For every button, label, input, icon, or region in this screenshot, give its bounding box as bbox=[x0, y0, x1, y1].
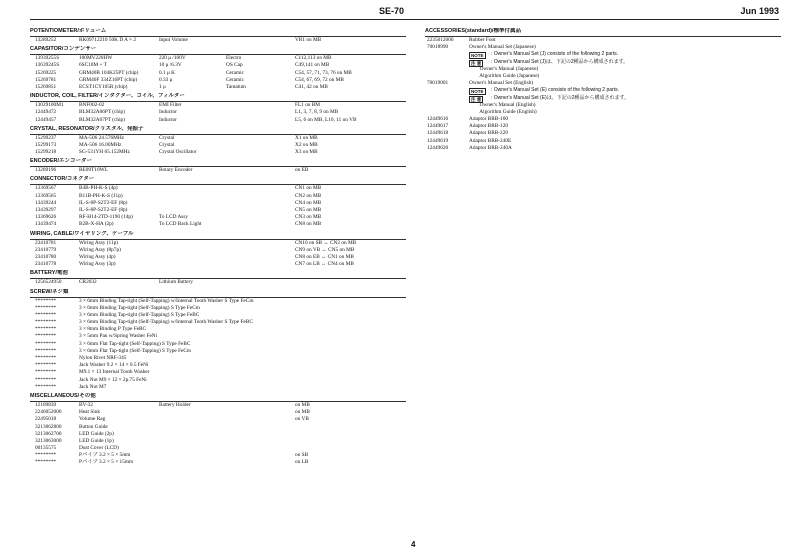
note-badge: NOTE bbox=[471, 53, 484, 59]
part-row bbox=[30, 409, 406, 416]
note-badge: 注 意 bbox=[471, 96, 482, 102]
part-cell: CN10 on SB ↔ CN2 on MB bbox=[295, 239, 357, 246]
section-title: CRYSTAL, RESONATOR/クリスタル、発振子 bbox=[30, 126, 406, 135]
part-cell: Pパイプ 3.2 × 5 × 15mm bbox=[79, 459, 134, 466]
part-cell: Button Guide bbox=[79, 423, 108, 430]
section-title: CONNECTOR/コネクター bbox=[30, 176, 406, 185]
part-cell: 23410781 bbox=[35, 239, 57, 246]
part-cell: ******** bbox=[35, 304, 57, 311]
accessory-row bbox=[425, 145, 781, 152]
part-cell: Nylon Rivet NRF-345 bbox=[79, 355, 127, 361]
part-cell: GRM40F 334Z16PT (chip) bbox=[79, 76, 138, 83]
part-cell: LED Guide (1p) bbox=[79, 437, 114, 444]
part-row bbox=[30, 55, 406, 62]
part-cell: MA-506 24.576MHz bbox=[79, 134, 125, 141]
part-cell: 13029100M1 bbox=[35, 102, 64, 109]
section-title: MISCELLANEOUS/その他 bbox=[30, 393, 406, 402]
part-cell: 13439244 bbox=[35, 199, 57, 206]
part-cell: on MB bbox=[295, 401, 310, 408]
part-cell: 15299218 bbox=[35, 149, 57, 156]
part-cell: Crystal bbox=[159, 141, 175, 148]
part-cell: CN9 on VB ↔ CN5 on MB bbox=[295, 246, 355, 253]
accessory-row bbox=[425, 37, 781, 44]
accessory-cell: Owner's Manual Set (English) bbox=[469, 80, 534, 87]
note-row bbox=[425, 95, 781, 102]
part-row bbox=[30, 416, 406, 423]
part-row bbox=[30, 377, 406, 384]
part-cell: X1 on MB bbox=[295, 134, 318, 141]
part-cell: Jack Nut M9 × 12 × 2p.75 FeNi bbox=[79, 376, 147, 383]
part-row bbox=[30, 62, 406, 69]
part-cell: IL-S-8P-S2T2-EF (8p) bbox=[79, 199, 128, 206]
note-badge: 注 意 bbox=[471, 60, 482, 66]
accessory-row bbox=[425, 66, 781, 73]
part-cell: Lithium Battery bbox=[159, 279, 193, 286]
part-cell: 23410780 bbox=[35, 253, 57, 260]
part-cell: Inductor bbox=[159, 109, 177, 116]
part-cell: C112,113 on MB bbox=[295, 55, 332, 62]
part-row bbox=[30, 77, 406, 84]
part-cell: 12449472 bbox=[35, 109, 57, 116]
part-row bbox=[30, 240, 406, 247]
part-row bbox=[30, 319, 406, 326]
part-cell: C54, 57, 71, 73, 76 on MB bbox=[295, 69, 352, 76]
part-cell: 13369567 bbox=[35, 185, 57, 192]
accessory-cell: 70018990 bbox=[427, 44, 449, 51]
part-cell: L1, 3, 7, 8, 9 on MB bbox=[295, 109, 339, 116]
part-cell: 23410778 bbox=[35, 261, 57, 268]
part-cell: CN8 on EB ↔ CN1 on MB bbox=[295, 253, 354, 260]
part-cell: IL-S-8P-S2T2-EF (8p) bbox=[79, 207, 128, 213]
part-cell: Rotary Encoder bbox=[159, 167, 193, 174]
accessory-cell: 2235012000 bbox=[427, 37, 454, 43]
part-cell: 100MV220HW bbox=[79, 55, 113, 62]
part-cell: Electro bbox=[226, 55, 242, 62]
part-cell: Dust Cover (LCD) bbox=[79, 445, 119, 452]
part-cell: X3 on MB bbox=[295, 149, 318, 156]
part-cell: Pパイプ 3.2 × 5 × 5mm bbox=[79, 452, 131, 459]
part-cell: 12189839 bbox=[35, 401, 57, 408]
part-cell: 3 × 6mm Flat Tap-tight (Self-Tapping) S Type FeCm bbox=[79, 347, 192, 354]
note-row bbox=[425, 87, 781, 94]
part-row bbox=[30, 452, 406, 459]
part-row bbox=[30, 84, 406, 91]
part-cell: VR1 on MB bbox=[295, 37, 322, 43]
note-text: : Owner's Manual Set (J) consists of the following 2 parts. bbox=[491, 51, 619, 58]
part-row bbox=[30, 200, 406, 207]
part-cell: B11B-PH-K-S (11p) bbox=[79, 192, 123, 199]
part-cell: X2 on MB bbox=[295, 141, 318, 148]
part-cell: CN2 on MB bbox=[295, 192, 322, 199]
part-cell: 12449457 bbox=[35, 116, 57, 123]
part-cell: 15269781 bbox=[35, 76, 57, 83]
note-text: : Owner's Manual Set (J)は、下記の2種品から構成されます。 bbox=[491, 58, 629, 65]
section-title: SCREW/ネジ類 bbox=[30, 289, 406, 298]
part-cell: MA-506 16.00MHz bbox=[79, 141, 122, 148]
part-cell: Crystal Oscillator bbox=[159, 149, 197, 156]
part-cell: Heat Sink bbox=[79, 409, 101, 416]
part-cell: CN7 on LB ↔ CN4 on MB bbox=[295, 261, 354, 268]
part-cell: ******** bbox=[35, 319, 57, 326]
part-cell: 3 × 6mm Binding Tap-tight (Self-Tapping) w/Internal Tooth Washer S Type FeBC bbox=[79, 319, 253, 326]
accessory-cell: Adaptor BRB-100 bbox=[469, 116, 508, 123]
part-cell: Wiring Assy (3p) bbox=[79, 261, 116, 268]
part-cell: 13289252 bbox=[35, 37, 57, 43]
part-cell: 00135575 bbox=[35, 445, 57, 452]
part-row bbox=[30, 362, 406, 369]
part-cell: 15269225 bbox=[35, 69, 57, 76]
part-cell: on VB bbox=[295, 416, 309, 423]
part-cell: Battery Holder bbox=[159, 401, 191, 408]
part-row bbox=[30, 247, 406, 254]
part-cell: C49,141 on MB bbox=[295, 62, 330, 69]
part-cell: C54, 67, 69, 72 on MB bbox=[295, 76, 344, 83]
part-cell: on LB bbox=[295, 459, 309, 466]
part-cell: 3 × 6mm Binding Tap-tight (Self-Tapping) S Type FeBC bbox=[79, 311, 200, 318]
part-row bbox=[30, 355, 406, 362]
part-cell: OS Cap bbox=[226, 62, 243, 69]
part-cell: CN4 on MB bbox=[295, 199, 322, 206]
section-title: INDUCTOR, COIL, FILTER/インダクター、コイル、フィルター bbox=[30, 93, 406, 102]
part-row bbox=[30, 333, 406, 340]
part-row bbox=[30, 431, 406, 438]
part-row bbox=[30, 348, 406, 355]
part-row bbox=[30, 221, 406, 228]
part-row bbox=[30, 424, 406, 431]
part-cell: ******** bbox=[35, 311, 57, 318]
part-cell: ******** bbox=[35, 347, 57, 354]
part-cell: 13439474 bbox=[35, 221, 57, 228]
part-cell: ECST1CY105R (chip) bbox=[79, 83, 128, 90]
part-cell: GRM40B 104K25PT (chip) bbox=[79, 69, 139, 76]
accessory-row bbox=[425, 44, 781, 51]
accessory-cell: 70019001 bbox=[427, 80, 449, 87]
part-cell: ******** bbox=[35, 355, 57, 361]
part-cell: BNF002-02 bbox=[79, 102, 105, 109]
part-cell: LED Guide (2p) bbox=[79, 430, 114, 437]
part-cell: 3 × 5mm Pan w/Spring Washer FeNi bbox=[79, 333, 158, 340]
part-cell: M9.1 × 13 Internal Tooth Washer bbox=[79, 369, 150, 376]
part-row bbox=[30, 37, 406, 44]
accessory-cell: Owner's Manual (English) bbox=[469, 101, 536, 108]
part-row bbox=[30, 117, 406, 124]
part-cell: C41, 42 on MB bbox=[295, 83, 328, 90]
part-row bbox=[30, 261, 406, 268]
part-cell: ******** bbox=[35, 383, 57, 390]
accessory-row bbox=[425, 102, 781, 109]
part-cell: BLM32A07PT (chip) bbox=[79, 116, 125, 123]
note-text: : Owner's Manual Set (E) consists of the following 2 parts. bbox=[491, 87, 619, 94]
part-cell: B2B-X-HA (2p) bbox=[79, 221, 114, 228]
part-cell: 3213063000 bbox=[35, 437, 62, 444]
part-cell: To LCD Back Light bbox=[159, 221, 202, 228]
part-cell: RF-H14-2TD-1190 (14p) bbox=[79, 214, 133, 221]
part-cell: 15299173 bbox=[35, 141, 57, 148]
part-cell: 3 × 6mm Binding Tap-tight (Self-Tapping) w/Internal Tooth Washer S Type FeCm bbox=[79, 297, 254, 304]
part-cell: RE09T10WL bbox=[79, 167, 108, 174]
accessory-cell: 12449617 bbox=[427, 123, 449, 130]
accessory-row bbox=[425, 116, 781, 123]
section-title: ACCESSORIES(standard)/標準付属品 bbox=[425, 28, 781, 37]
part-row bbox=[30, 214, 406, 221]
note-row bbox=[425, 51, 781, 58]
part-row bbox=[30, 402, 406, 409]
part-cell: ******** bbox=[35, 376, 57, 383]
part-row bbox=[30, 70, 406, 77]
part-cell: BV-32 bbox=[79, 401, 93, 408]
part-cell: CN5 on MB bbox=[295, 207, 322, 213]
part-cell: 13639245S bbox=[35, 62, 60, 69]
part-cell: CN3 on MB bbox=[295, 214, 322, 221]
part-cell: Wiring Assy (4p) bbox=[79, 253, 116, 260]
part-cell: 2246052000 bbox=[35, 409, 62, 416]
part-row bbox=[30, 185, 406, 192]
part-cell: 10 μ /6.3V bbox=[159, 62, 182, 69]
part-cell: FL1 on BM bbox=[295, 102, 321, 109]
header-rule bbox=[30, 19, 779, 20]
part-cell: 15269851 bbox=[35, 83, 57, 90]
part-cell: ******** bbox=[35, 340, 57, 347]
accessory-row bbox=[425, 80, 781, 87]
accessory-row bbox=[425, 138, 781, 145]
note-badge: NOTE bbox=[471, 89, 484, 95]
part-cell: ******** bbox=[35, 362, 57, 369]
part-cell: 3 × 6mm Flat Tap-tight (Self-Tapping) S Type FeBC bbox=[79, 340, 191, 347]
part-row bbox=[30, 438, 406, 445]
part-cell: 22495018 bbox=[35, 416, 57, 423]
part-row bbox=[30, 254, 406, 261]
part-cell: 0.33 μ bbox=[159, 76, 173, 83]
part-cell: Ceramic bbox=[226, 76, 244, 83]
part-row bbox=[30, 207, 406, 214]
part-cell: 13289196 bbox=[35, 167, 57, 174]
part-row bbox=[30, 142, 406, 149]
part-row bbox=[30, 102, 406, 109]
accessory-cell: Algorithm Guide (Japanese) bbox=[469, 72, 540, 79]
part-cell: ******** bbox=[35, 459, 57, 466]
accessory-cell: Rubber Foot bbox=[469, 37, 496, 43]
accessory-row bbox=[425, 109, 781, 116]
part-row bbox=[30, 305, 406, 312]
accessory-cell: 12449620 bbox=[427, 144, 449, 151]
part-cell: Tantalum bbox=[226, 83, 246, 90]
section-title: CAPASITOR/コンデンサー bbox=[30, 46, 406, 55]
part-row bbox=[30, 341, 406, 348]
part-row bbox=[30, 109, 406, 116]
part-cell: Wiring Assy (8p7p) bbox=[79, 246, 121, 253]
part-cell: 3 × 8mm Binding P Type FeBC bbox=[79, 326, 147, 333]
part-cell: Inductor bbox=[159, 116, 177, 123]
part-cell: ******** bbox=[35, 452, 57, 459]
date-header: Jun 1993 bbox=[740, 6, 779, 16]
part-cell: 1 μ bbox=[159, 83, 166, 90]
part-row bbox=[30, 369, 406, 376]
part-cell: on EB bbox=[295, 167, 309, 174]
model-header: SE-70 bbox=[379, 6, 405, 16]
part-cell: 3 × 6mm Binding Tap-tight (Self-Tapping) S Type FeCm bbox=[79, 304, 200, 311]
part-cell: L5, 6 on MB, L10, 11 on VB bbox=[295, 116, 357, 123]
section-title: ENCODER/エンコーダー bbox=[30, 158, 406, 167]
part-cell: Ceramic bbox=[226, 69, 244, 76]
accessory-cell: Algorithm Guide (English) bbox=[469, 108, 537, 115]
part-row bbox=[30, 193, 406, 200]
accessory-cell: Owner's Manual (Japanese) bbox=[469, 65, 539, 72]
part-row bbox=[30, 445, 406, 452]
accessory-cell: 12449619 bbox=[427, 137, 449, 144]
part-cell: 13939255S bbox=[35, 55, 60, 62]
part-cell: 3213062800 bbox=[35, 423, 62, 430]
accessory-cell: Adaptor BRB-220 bbox=[469, 130, 508, 137]
section-title: WIRING, CABLE/ワイヤリング、ケーブル bbox=[30, 231, 406, 240]
part-row bbox=[30, 298, 406, 305]
accessory-cell: Owner's Manual Set (Japanese) bbox=[469, 44, 536, 51]
accessory-cell: Adaptor BRB-120 bbox=[469, 123, 508, 130]
part-cell: 15299237 bbox=[35, 134, 57, 141]
part-cell: 13369626 bbox=[35, 214, 57, 221]
part-cell: ******** bbox=[35, 369, 57, 376]
accessory-cell: Adaptor BRB-240A bbox=[469, 144, 512, 151]
part-cell: Jack Nut M7 bbox=[79, 383, 107, 390]
accessory-row bbox=[425, 73, 781, 80]
part-cell: 13439297 bbox=[35, 207, 57, 213]
part-cell: RK09712210 50K D A × 2 bbox=[79, 37, 136, 43]
part-cell: ******** bbox=[35, 333, 57, 340]
part-cell: SG-531YH 65.152MHz bbox=[79, 149, 130, 156]
part-cell: ******** bbox=[35, 326, 57, 333]
accessory-cell: Adaptor BRB-240E bbox=[469, 137, 512, 144]
page-number: 4 bbox=[411, 540, 416, 549]
accessory-row bbox=[425, 123, 781, 130]
part-cell: Wiring Assy (11p) bbox=[79, 239, 119, 246]
part-row bbox=[30, 326, 406, 333]
part-cell: BLM32A06PT (chip) bbox=[79, 109, 125, 116]
part-cell: 23410779 bbox=[35, 246, 57, 253]
part-row bbox=[30, 167, 406, 174]
part-cell: 13369565 bbox=[35, 192, 57, 199]
part-row bbox=[30, 149, 406, 156]
part-cell: on SB bbox=[295, 452, 309, 459]
part-cell: 0.1 μ K bbox=[159, 69, 175, 76]
note-row bbox=[425, 59, 781, 66]
part-cell: Jack Washer 9.2 × 14 × 0.5 FeNi bbox=[79, 362, 149, 369]
section-title: POTENTIOMETER/ボリューム bbox=[30, 28, 406, 37]
part-row bbox=[30, 312, 406, 319]
part-cell: 6SC10M + T bbox=[79, 62, 107, 69]
part-cell: Volume Rag bbox=[79, 416, 106, 423]
part-cell: EMI Filter bbox=[159, 102, 182, 109]
part-cell: Crystal bbox=[159, 134, 175, 141]
part-cell: ******** bbox=[35, 297, 57, 304]
part-cell: B4B-PH-K-S (4p) bbox=[79, 185, 118, 192]
part-cell: CN8 on MB bbox=[295, 221, 322, 228]
accessory-row bbox=[425, 130, 781, 137]
part-cell: To LCD Assy bbox=[159, 214, 189, 221]
part-cell: 1256524950 bbox=[35, 279, 62, 286]
part-cell: 220 μ /100V bbox=[159, 55, 186, 62]
part-row bbox=[30, 135, 406, 142]
part-cell: on MB bbox=[295, 409, 310, 416]
note-text: : Owner's Manual Set (E)は、下記の2種品から構成されます。 bbox=[491, 94, 630, 101]
section-title: BATTERY/電池 bbox=[30, 270, 406, 279]
left-parts-column bbox=[30, 26, 406, 467]
part-cell: Input Volume bbox=[159, 37, 188, 43]
accessories-column bbox=[425, 26, 781, 152]
part-row bbox=[30, 384, 406, 391]
part-row bbox=[30, 459, 406, 466]
part-cell: CR2032 bbox=[79, 279, 97, 286]
part-row bbox=[30, 279, 406, 286]
accessory-cell: 12449616 bbox=[427, 116, 449, 123]
accessory-cell: 12449618 bbox=[427, 130, 449, 137]
part-cell: 3213062700 bbox=[35, 430, 62, 437]
part-cell: CN1 on MB bbox=[295, 185, 322, 192]
